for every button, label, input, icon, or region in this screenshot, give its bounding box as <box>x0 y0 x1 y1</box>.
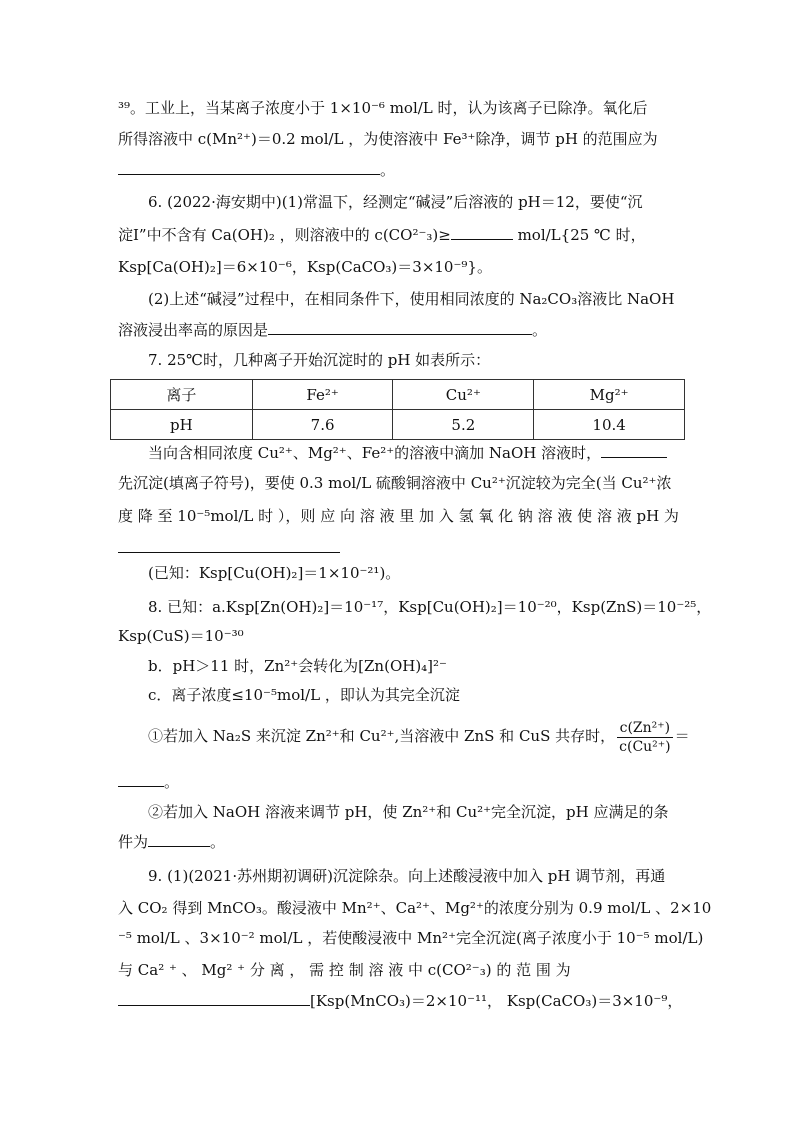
table-cell: 5.2 <box>393 410 534 440</box>
q8-line2: Ksp(CuS)＝10⁻³⁰ <box>118 627 244 645</box>
q6-line5-text: 溶液浸出率高的原因是 <box>118 321 269 339</box>
answer-blank <box>118 160 380 175</box>
q-top-line2: 所得溶液中 c(Mn²⁺)＝0.2 mol/L ，为使溶液中 Fe³⁺除净，调节 pH 的范围应为 <box>118 130 658 148</box>
punct: 。 <box>210 833 226 851</box>
ion-ph-table <box>110 379 685 440</box>
concentration-ratio-fraction <box>617 719 673 756</box>
table-cell: Mg²⁺ <box>534 380 685 410</box>
q7-line3: 度 降 至 10⁻⁵mol/L 时 ），则 应 向 溶 液 里 加 入 氢 氧 化 钠 溶 液 使 溶 液 pH 为 <box>118 507 679 525</box>
q-top-line3 <box>118 160 684 180</box>
q8-line3: b．pH＞11 时，Zn²⁺会转化为[Zn(OH)₄]²⁻ <box>148 657 447 675</box>
q6-line2-text: 淀Ⅰ”中不含有 Ca(OH)₂ ，则溶液中的 c(CO²⁻₃)≥ <box>118 226 451 244</box>
q8-line4: c．离子浓度≤10⁻⁵mol/L ，即认为其完全沉淀 <box>148 686 460 704</box>
q9-line2: 入 CO₂ 得到 MnCO₃。酸浸液中 Mn²⁺、Ca²⁺、Mg²⁺的浓度分别为 0.9 mol/L 、2×10 <box>118 899 712 917</box>
q8-line8 <box>118 832 684 852</box>
q-top-line1: ³⁹。工业上，当某离子浓度小于 1×10⁻⁶ mol/L 时，认为该离子已除净。氧化后 <box>118 99 648 117</box>
q7-intro: 7. 25℃时，几种离子开始沉淀时的 pH 如表所示： <box>148 351 491 369</box>
q8-line5 <box>148 718 690 756</box>
table-cell: 10.4 <box>534 410 685 440</box>
fraction-numerator: c(Zn²⁺) <box>617 719 673 738</box>
punct: 。 <box>164 773 180 791</box>
q7-line1-text: 当向含相同浓度 Cu²⁺、Mg²⁺、Fe²⁺的溶液中滴加 NaOH 溶液时， <box>148 444 602 462</box>
punct: 。 <box>380 161 396 179</box>
q8-line6 <box>118 772 684 792</box>
answer-blank <box>118 538 340 553</box>
table-row <box>111 410 685 440</box>
q6-line2 <box>118 225 684 245</box>
q9-line4: 与 Ca² ⁺ 、 Mg² ⁺ 分 离 ， 需 控 制 溶 液 中 c(CO²⁻₃) 的 范 围 为 <box>118 961 571 979</box>
answer-blank <box>268 320 532 335</box>
table-cell: 离子 <box>111 380 253 410</box>
q7-line1 <box>148 443 684 463</box>
q6-line4: (2)上述“碱浸”过程中，在相同条件下，使用相同浓度的 Na₂CO₃溶液比 NaOH <box>148 290 675 308</box>
answer-blank <box>118 991 310 1006</box>
q7-line4 <box>118 538 684 558</box>
punct: 。 <box>532 321 548 339</box>
q6-line1: 6. (2022·海安期中)(1)常温下，经测定“碱浸”后溶液的 pH＝12，要使“沉 <box>148 193 643 211</box>
q9-line5-text: [Ksp(MnCO₃)＝2×10⁻¹¹， Ksp(CaCO₃)＝3×10⁻⁹， <box>310 992 683 1010</box>
answer-blank <box>451 225 513 240</box>
q7-line5: (已知：Ksp[Cu(OH)₂]＝1×10⁻²¹)。 <box>148 564 401 582</box>
q8-line5-text: ①若加入 Na₂S 来沉淀 Zn²⁺和 Cu²⁺,当溶液中 ZnS 和 CuS 共存时， <box>148 727 616 745</box>
q8-line8-text: 件为 <box>118 833 149 851</box>
table-cell: Fe²⁺ <box>252 380 393 410</box>
table-cell: pH <box>111 410 253 440</box>
q9-line5 <box>118 991 684 1011</box>
answer-blank <box>118 772 164 787</box>
q9-line1: 9. (1)(2021·苏州期初调研)沉淀除杂。向上述酸浸液中加入 pH 调节剂，再通 <box>148 867 666 885</box>
q6-line3: Ksp[Ca(OH)₂]＝6×10⁻⁶，Ksp(CaCO₃)＝3×10⁻⁹}。 <box>118 258 492 276</box>
answer-blank <box>148 832 210 847</box>
q7-line2: 先沉淀(填离子符号)，要使 0.3 mol/L 硫酸铜溶液中 Cu²⁺沉淀较为完全(当 Cu²⁺浓 <box>118 474 672 492</box>
table-cell: 7.6 <box>252 410 393 440</box>
equals-sign: ＝ <box>674 727 690 745</box>
q6-line2-unit: mol/L{25 ℃ 时， <box>512 226 646 244</box>
q8-line1: 8. 已知：a.Ksp[Zn(OH)₂]＝10⁻¹⁷，Ksp[Cu(OH)₂]＝10⁻²⁰，Ksp(ZnS)＝10⁻²⁵， <box>148 598 712 616</box>
q6-line5 <box>118 320 684 340</box>
table-cell: Cu²⁺ <box>393 380 534 410</box>
q8-line7: ②若加入 NaOH 溶液来调节 pH，使 Zn²⁺和 Cu²⁺完全沉淀，pH 应满足的条 <box>148 803 669 821</box>
answer-blank <box>601 443 667 458</box>
fraction-denominator: c(Cu²⁺) <box>619 738 671 755</box>
table-header-row <box>111 380 685 410</box>
q9-line3: ⁻⁵ mol/L 、3×10⁻² mol/L ，若使酸浸液中 Mn²⁺完全沉淀(离子浓度小于 10⁻⁵ mol/L) <box>118 929 704 947</box>
